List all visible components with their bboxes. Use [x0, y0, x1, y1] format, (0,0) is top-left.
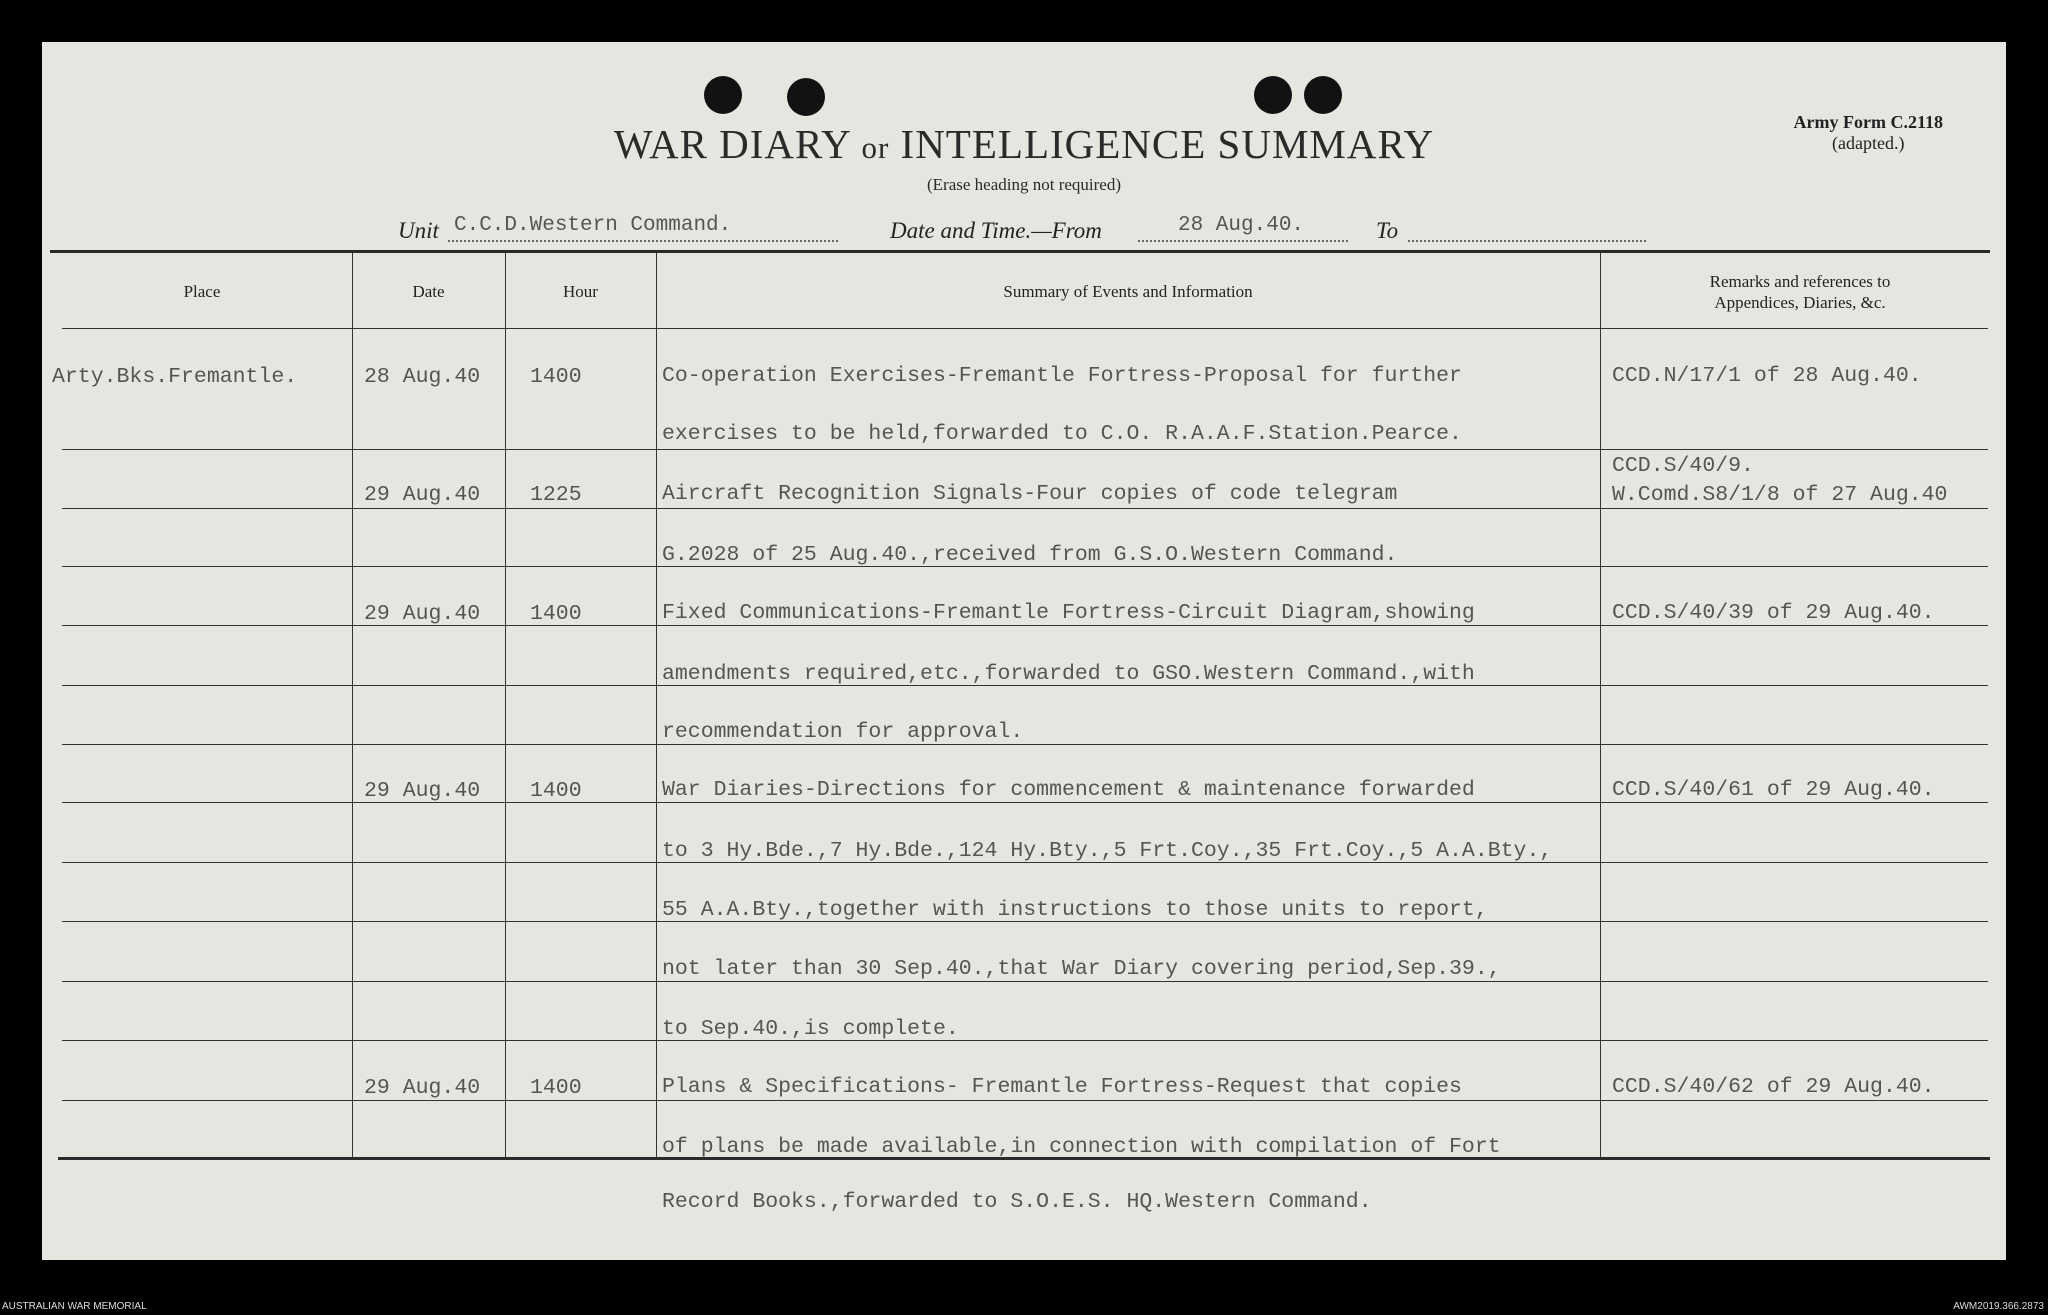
date-cell: 29 Aug.40: [364, 1076, 481, 1100]
summary-line: amendments required,etc.,forwarded to GSO.Western Command.,with: [662, 662, 1475, 686]
summary-line: 55 A.A.Bty.,together with instructions to those units to report,: [662, 898, 1488, 922]
title-intelligence-summary: INTELLIGENCE SUMMARY: [900, 121, 1435, 167]
punch-hole: [704, 76, 742, 114]
remark-cell: CCD.S/40/9.: [1612, 454, 1754, 478]
header-remarks-line1: Remarks and references to: [1709, 272, 1891, 291]
column-divider: [1600, 252, 1601, 1158]
table-top-rule: [50, 250, 1990, 253]
row-rule: [62, 508, 1988, 509]
page-title: [0, 120, 2048, 168]
overflow-line: Record Books.,forwarded to S.O.E.S. HQ.Western Command.: [662, 1190, 1372, 1214]
summary-line: Co-operation Exercises-Fremantle Fortress-Proposal for further: [662, 364, 1462, 388]
row-rule: [62, 449, 1988, 450]
date-label: Date and Time.—From: [890, 218, 1102, 243]
date-from-value: 28 Aug.40.: [1138, 214, 1348, 242]
summary-line: exercises to be held,forwarded to C.O. R.A.A.F.Station.Pearce.: [662, 422, 1462, 446]
summary-line: to 3 Hy.Bde.,7 Hy.Bde.,124 Hy.Bty.,5 Frt.Coy.,35 Frt.Coy.,5 A.A.Bty.,: [662, 839, 1553, 863]
summary-line: to Sep.40.,is complete.: [662, 1017, 959, 1041]
summary-line: Aircraft Recognition Signals-Four copies of code telegram: [662, 482, 1398, 506]
header-remarks: [1600, 271, 2000, 313]
punch-hole: [1254, 76, 1292, 114]
row-rule: [62, 625, 1988, 626]
subtitle: (Erase heading not required): [927, 175, 1121, 194]
hour-cell: 1400: [530, 1076, 582, 1100]
unit-value: C.C.D.Western Command.: [448, 214, 838, 242]
army-form-note: (adapted.): [1832, 133, 1905, 153]
header-date: Date: [412, 282, 445, 301]
archive-reference: AWM2019.366.2873: [1953, 1301, 2044, 1312]
hour-cell: 1225: [530, 483, 582, 507]
summary-line: of plans be made available,in connection with compilation of Fort: [662, 1135, 1501, 1159]
army-form-number: Army Form C.2118: [1793, 112, 1943, 132]
summary-line: War Diaries-Directions for commencement & maintenance forwarded: [662, 778, 1475, 802]
summary-line: recommendation for approval.: [662, 720, 1024, 744]
row-rule: [62, 981, 1988, 982]
header-remarks-line2: Appendices, Diaries, &c.: [1714, 293, 1886, 312]
header-rule: [62, 328, 1988, 329]
remark-cell: W.Comd.S8/1/8 of 27 Aug.40: [1612, 483, 1948, 507]
header-summary: Summary of Events and Information: [1003, 282, 1253, 301]
punch-hole: [1304, 76, 1342, 114]
row-rule: [62, 1040, 1988, 1041]
date-to-value: [1408, 214, 1646, 242]
remark-cell: CCD.S/40/62 of 29 Aug.40.: [1612, 1075, 1935, 1099]
summary-line: Fixed Communications-Fremantle Fortress-Circuit Diagram,showing: [662, 601, 1475, 625]
remark-cell: CCD.S/40/61 of 29 Aug.40.: [1612, 778, 1935, 802]
punch-hole: [787, 78, 825, 116]
column-divider: [656, 252, 657, 1158]
header-hour: Hour: [563, 282, 598, 301]
summary-line: G.2028 of 25 Aug.40.,received from G.S.O.Western Command.: [662, 543, 1398, 567]
row-rule: [62, 744, 1988, 745]
column-divider: [505, 252, 506, 1158]
archive-credit: AUSTRALIAN WAR MEMORIAL: [2, 1301, 147, 1312]
place-cell: Arty.Bks.Fremantle.: [52, 365, 298, 389]
row-rule: [62, 802, 1988, 803]
date-cell: 28 Aug.40: [364, 365, 481, 389]
remark-cell: CCD.N/17/1 of 28 Aug.40.: [1612, 364, 1922, 388]
hour-cell: 1400: [530, 365, 582, 389]
summary-line: Plans & Specifications- Fremantle Fortress-Request that copies: [662, 1075, 1462, 1099]
unit-label: Unit: [398, 218, 439, 243]
hour-cell: 1400: [530, 602, 582, 626]
column-divider: [352, 252, 353, 1158]
date-cell: 29 Aug.40: [364, 779, 481, 803]
title-war-diary: WAR DIARY: [613, 121, 851, 167]
hour-cell: 1400: [530, 779, 582, 803]
title-or: or: [861, 130, 890, 165]
date-cell: 29 Aug.40: [364, 483, 481, 507]
date-cell: 29 Aug.40: [364, 602, 481, 626]
army-form-label: [1794, 112, 1943, 154]
row-rule: [62, 1100, 1988, 1101]
remark-cell: CCD.S/40/39 of 29 Aug.40.: [1612, 601, 1935, 625]
to-label: To: [1376, 218, 1399, 243]
header-place: Place: [183, 282, 221, 301]
summary-line: not later than 30 Sep.40.,that War Diary covering period,Sep.39.,: [662, 957, 1501, 981]
